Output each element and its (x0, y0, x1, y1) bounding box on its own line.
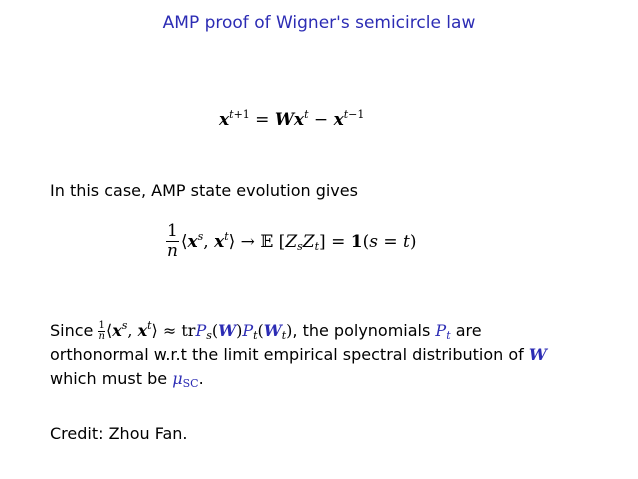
orthonormal-text: orthonormal w.r.t the limit empirical spectral distribution of (50, 345, 524, 364)
are-word: are (455, 321, 482, 340)
state-evolution-intro: In this case, AMP state evolution gives (50, 181, 358, 200)
credit-line: Credit: Zhou Fan. (50, 424, 188, 443)
polynomials-text: , the polynomials (292, 321, 431, 340)
since-word: Since (50, 321, 94, 340)
semicircle-measure-symbol: $\mu_{SC}$ (172, 369, 199, 390)
slide-title: AMP proof of Wigner's semicircle law (162, 13, 476, 33)
orthonormality-paragraph: Since $\frac{1}{n}$ $⟨x^s$, $x^t⟩ \approx trP_s(W)P_t(W_t)$, the polynomials $P_t$ are orthonormal w.r.t the limit empirical spectral distribution of W which must be $\mu_{SC}$. (50, 319, 547, 390)
amp-iteration-equation: $x^{t+1} = Wx^t - x^{t-1}$ (219, 108, 365, 130)
must-be-text: which must be (50, 369, 168, 388)
matrix-symbol-w: W (528, 345, 547, 364)
polynomial-symbol: $P_t$ (435, 321, 451, 342)
inline-inner-product-formula: $\frac{1}{n}$ $⟨x^s$, $x^t⟩ \approx trP_s(W)P_t(W_t)$ (98, 319, 293, 342)
state-evolution-equation: $\frac{1}{n}$ $⟨x^s$, $x^t⟩$ → 𝔼 $[Z_sZ_t] = 1(s = t)$ (166, 221, 417, 261)
fraction-one-over-n: $\frac{1}{n}$ (166, 221, 178, 261)
